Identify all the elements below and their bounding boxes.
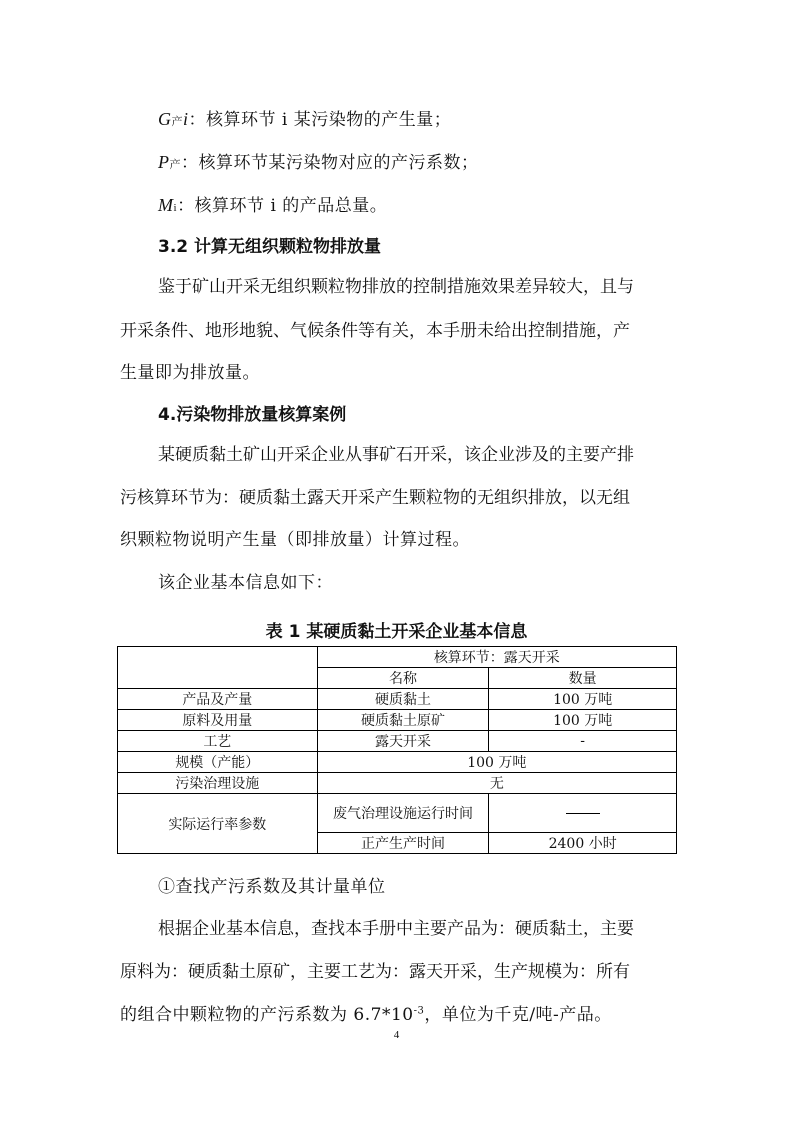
symbol-p: P产 — [158, 152, 181, 172]
symbol-m: Mi — [158, 195, 178, 215]
row-label: 原料及用量 — [118, 710, 318, 731]
symbol-g: G产i — [158, 109, 189, 129]
section-4-line-1: 某硬质黏土矿山开采企业从事矿石开采，该企业涉及的主要产排 — [158, 445, 634, 465]
scale-label: 规模（产能） — [118, 752, 318, 773]
section-4-line-3: 织颗粒物说明产生量（即排放量）计算过程。 — [120, 530, 470, 550]
runtime-prod-value: 2400 小时 — [489, 833, 677, 854]
section-4-line-2: 污核算环节为：硬质黏土露天开采产生颗粒物的无组织排放，以无组 — [120, 488, 630, 508]
table-header-qty: 数量 — [489, 668, 677, 689]
facility-value: 无 — [317, 773, 676, 794]
definition-g-text: ：核算环节 i 某污染物的产生量； — [188, 110, 452, 130]
table-caption: 表 1 某硬质黏土开采企业基本信息 — [265, 622, 528, 642]
step1-line-3: 的组合中颗粒物的产污系数为 $6.7*10^{-3}$，单位为千克/吨-产品。 — [120, 1005, 612, 1025]
section-3-2-line-1: 鉴于矿山开采无组织颗粒物排放的控制措施效果差异较大，且与 — [158, 277, 634, 297]
runtime-gas-value — [489, 794, 677, 833]
scale-value: 100 万吨 — [317, 752, 676, 773]
definition-m — [158, 191, 718, 216]
runtime-gas-label: 废气治理设施运行时间 — [317, 794, 489, 833]
section-4-intro: 该企业基本信息如下： — [158, 573, 333, 593]
info-table — [117, 646, 677, 854]
step1-title: ①查找产污系数及其计量单位 — [158, 877, 386, 897]
table-header-name: 名称 — [317, 668, 489, 689]
definition-g — [158, 105, 718, 130]
step1-line-1: 根据企业基本信息，查找本手册中主要产品为：硬质黏土，主要 — [158, 919, 634, 939]
definition-p-text: ：核算环节某污染物对应的产污系数； — [181, 153, 479, 173]
definition-m-text: ：核算环节 i 的产品总量。 — [177, 196, 388, 216]
row-label: 产品及产量 — [118, 689, 318, 710]
table-corner-cell — [118, 647, 318, 689]
section-3-2-line-3: 生量即为排放量。 — [120, 363, 260, 383]
runtime-label: 实际运行率参数 — [118, 794, 318, 854]
section-3-2-line-2: 开采条件、地形地貌、气候条件等有关，本手册未给出控制措施，产 — [120, 321, 630, 341]
table-row — [118, 689, 677, 710]
table-row — [118, 773, 677, 794]
row-qty: - — [489, 731, 677, 752]
table-header-main: 核算环节：露天开采 — [317, 647, 676, 668]
page-number: 4 — [393, 1029, 400, 1041]
runtime-prod-label: 正产生产时间 — [317, 833, 489, 854]
definition-p — [158, 148, 718, 173]
row-name: 硬质黏土 — [317, 689, 489, 710]
row-name: 露天开采 — [317, 731, 489, 752]
section-4-heading: 4.污染物排放量核算案例 — [158, 405, 347, 425]
row-name: 硬质黏土原矿 — [317, 710, 489, 731]
step1-line-2: 原料为：硬质黏土原矿，主要工艺为：露天开采，生产规模为：所有 — [120, 962, 630, 982]
section-3-2-heading: 3.2 计算无组织颗粒物排放量 — [158, 237, 382, 257]
table-row — [118, 710, 677, 731]
dash-mark — [566, 813, 600, 814]
row-qty: 100 万吨 — [489, 710, 677, 731]
row-qty: 100 万吨 — [489, 689, 677, 710]
row-label: 工艺 — [118, 731, 318, 752]
facility-label: 污染治理设施 — [118, 773, 318, 794]
table-row — [118, 752, 677, 773]
table-row — [118, 731, 677, 752]
